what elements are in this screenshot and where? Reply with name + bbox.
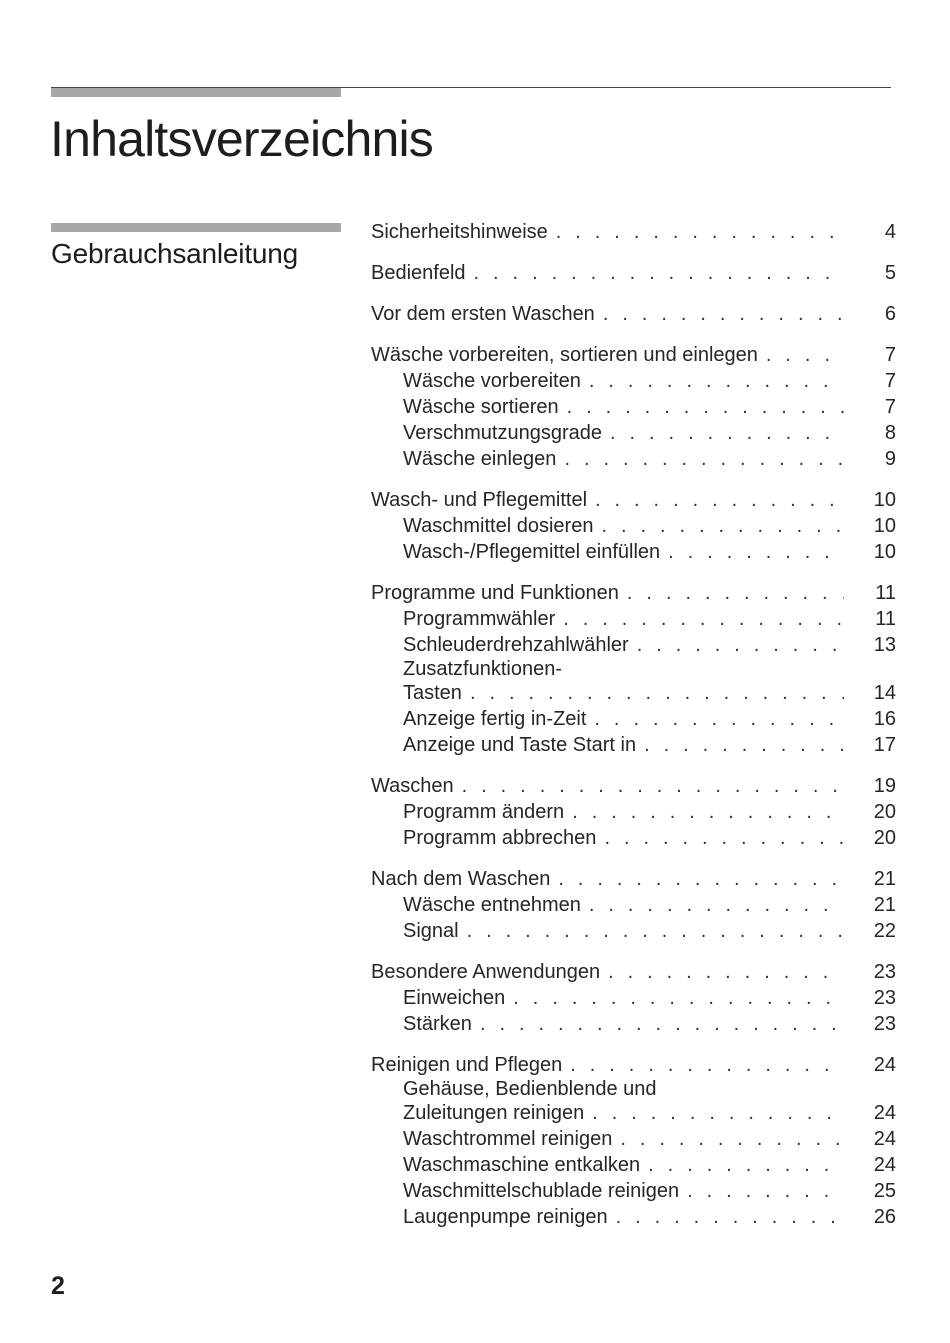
toc-entry-label: Sicherheitshinweise xyxy=(371,221,548,243)
toc-dot-leader xyxy=(637,632,844,658)
toc-page-number: 22 xyxy=(873,920,896,942)
toc-subentry[interactable] xyxy=(371,706,896,732)
toc-dot-leader xyxy=(592,1100,844,1126)
toc-entry-label: Anzeige und Taste Start in xyxy=(403,734,637,756)
toc-page-number: 13 xyxy=(873,634,896,656)
toc-entry-label: Signal xyxy=(403,920,459,942)
toc-entry-label: Waschen xyxy=(371,775,454,797)
toc-chapter-entry[interactable] xyxy=(371,260,896,286)
toc-page-number: 7 xyxy=(884,344,896,366)
toc-group xyxy=(371,1052,896,1230)
toc-subentry[interactable] xyxy=(371,1078,896,1126)
toc-entry-label: Waschmittel dosieren xyxy=(403,515,594,537)
toc-group xyxy=(371,866,896,944)
toc-page-number: 19 xyxy=(873,775,896,797)
toc-entry-label: Verschmutzungsgrade xyxy=(403,422,603,444)
toc-dot-leader xyxy=(513,985,844,1011)
table-of-contents xyxy=(371,219,896,1245)
toc-subentry[interactable] xyxy=(371,1126,896,1152)
toc-dot-leader xyxy=(668,539,844,565)
toc-page-number: 9 xyxy=(884,448,896,470)
toc-dot-leader xyxy=(474,260,844,286)
toc-entry-label: Waschmittelschublade reinigen xyxy=(403,1180,680,1202)
toc-dot-leader xyxy=(595,487,844,513)
toc-page-number: 7 xyxy=(884,396,896,418)
toc-page-number: 20 xyxy=(873,801,896,823)
toc-group xyxy=(371,260,896,286)
page-number: 2 xyxy=(51,1272,65,1300)
toc-entry-label: Wasch-/Pflegemittel einfüllen xyxy=(403,541,661,563)
toc-dot-leader xyxy=(604,825,844,851)
toc-dot-leader xyxy=(563,606,844,632)
toc-dot-leader xyxy=(564,446,844,472)
toc-page-number: 26 xyxy=(873,1206,896,1228)
toc-dot-leader xyxy=(648,1152,844,1178)
toc-chapter-entry[interactable] xyxy=(371,219,896,245)
toc-page-number: 4 xyxy=(884,221,896,243)
toc-page-number: 24 xyxy=(873,1102,896,1124)
toc-dot-leader xyxy=(470,680,844,706)
toc-subentry[interactable] xyxy=(371,799,896,825)
toc-entry-label: Programm abbrechen xyxy=(403,827,597,849)
toc-group xyxy=(371,773,896,851)
toc-dot-leader xyxy=(480,1011,844,1037)
toc-dot-leader xyxy=(558,866,844,892)
toc-subentry[interactable] xyxy=(371,1204,896,1230)
header-accent-bar xyxy=(51,88,341,97)
toc-subentry[interactable] xyxy=(371,632,896,658)
toc-dot-leader xyxy=(570,1052,844,1078)
toc-group xyxy=(371,487,896,565)
toc-page-number: 24 xyxy=(873,1054,896,1076)
toc-entry-label: Wäsche sortieren xyxy=(403,396,559,418)
toc-dot-leader xyxy=(603,301,844,327)
toc-entry-label: Tasten xyxy=(403,682,462,704)
toc-entry-label: Wäsche vorbereiten xyxy=(403,370,581,392)
toc-chapter-entry[interactable] xyxy=(371,487,896,513)
toc-dot-leader xyxy=(620,1126,844,1152)
toc-dot-leader xyxy=(627,580,844,606)
toc-entry-label-line1: Zusatzfunktionen- xyxy=(403,658,562,680)
toc-group xyxy=(371,301,896,327)
toc-entry-label: Einweichen xyxy=(403,987,506,1009)
toc-chapter-entry[interactable] xyxy=(371,1052,896,1078)
section-accent-bar xyxy=(51,223,341,232)
toc-entry-label: Stärken xyxy=(403,1013,472,1035)
toc-group xyxy=(371,342,896,472)
toc-entry-label: Wäsche vorbereiten, sortieren und einlegen xyxy=(371,344,758,366)
toc-entry-label: Bedienfeld xyxy=(371,262,466,284)
toc-subentry[interactable] xyxy=(371,606,896,632)
toc-page-number: 16 xyxy=(873,708,896,730)
toc-page-number: 8 xyxy=(884,422,896,444)
toc-page-number: 10 xyxy=(873,541,896,563)
toc-entry-label: Nach dem Waschen xyxy=(371,868,551,890)
toc-subentry[interactable] xyxy=(371,892,896,918)
toc-entry-label: Wäsche einlegen xyxy=(403,448,557,470)
toc-entry-label: Waschmaschine entkalken xyxy=(403,1154,641,1176)
toc-entry-line2 xyxy=(403,1100,896,1126)
section-title: Gebrauchsanleitung xyxy=(51,238,299,269)
toc-dot-leader xyxy=(687,1178,844,1204)
toc-chapter-entry[interactable] xyxy=(371,773,896,799)
toc-page-number: 21 xyxy=(873,868,896,890)
toc-dot-leader xyxy=(567,394,844,420)
toc-entry-label: Programmwähler xyxy=(403,608,556,630)
toc-dot-leader xyxy=(589,892,844,918)
toc-chapter-entry[interactable] xyxy=(371,580,896,606)
toc-dot-leader xyxy=(610,420,844,446)
toc-chapter-entry[interactable] xyxy=(371,301,896,327)
toc-group xyxy=(371,959,896,1037)
toc-subentry[interactable] xyxy=(371,1152,896,1178)
toc-entry-label: Besondere Anwendungen xyxy=(371,961,601,983)
toc-subentry[interactable] xyxy=(371,658,896,706)
toc-page-number: 23 xyxy=(873,961,896,983)
toc-entry-label: Anzeige fertig in-Zeit xyxy=(403,708,587,730)
toc-subentry[interactable] xyxy=(371,1178,896,1204)
toc-entry-label-line1: Gehäuse, Bedienblende und xyxy=(403,1078,657,1100)
toc-page-number: 10 xyxy=(873,489,896,511)
toc-group xyxy=(371,580,896,758)
toc-dot-leader xyxy=(766,342,844,368)
toc-subentry[interactable] xyxy=(371,368,896,394)
toc-subentry[interactable] xyxy=(371,420,896,446)
toc-page-number: 24 xyxy=(873,1154,896,1176)
toc-page-number: 14 xyxy=(873,682,896,704)
toc-subentry[interactable] xyxy=(371,394,896,420)
toc-page-number: 25 xyxy=(873,1180,896,1202)
toc-dot-leader xyxy=(608,959,844,985)
toc-page-number: 5 xyxy=(884,262,896,284)
toc-dot-leader xyxy=(467,918,844,944)
toc-subentry[interactable] xyxy=(371,918,896,944)
toc-subentry[interactable] xyxy=(371,539,896,565)
toc-dot-leader xyxy=(601,513,844,539)
page-title: Inhaltsverzeichnis xyxy=(50,111,434,167)
toc-entry-label: Waschtrommel reinigen xyxy=(403,1128,613,1150)
toc-page-number: 10 xyxy=(873,515,896,537)
toc-entry-label: Schleuderdrehzahlwähler xyxy=(403,634,629,656)
toc-dot-leader xyxy=(556,219,844,245)
toc-entry-label: Wasch- und Pflegemittel xyxy=(371,489,588,511)
toc-page-number: 23 xyxy=(873,987,896,1009)
toc-page-number: 11 xyxy=(875,582,896,604)
toc-dot-leader xyxy=(644,732,844,758)
toc-entry-label: Programme und Funktionen xyxy=(371,582,619,604)
toc-subentry[interactable] xyxy=(371,732,896,758)
toc-page-number: 11 xyxy=(875,608,896,630)
toc-entry-label: Vor dem ersten Waschen xyxy=(371,303,595,325)
toc-dot-leader xyxy=(589,368,844,394)
toc-chapter-entry[interactable] xyxy=(371,342,896,368)
toc-entry-label: Reinigen und Pflegen xyxy=(371,1054,563,1076)
toc-page-number: 7 xyxy=(884,370,896,392)
toc-subentry[interactable] xyxy=(371,1011,896,1037)
toc-subentry[interactable] xyxy=(371,985,896,1011)
toc-dot-leader xyxy=(594,706,844,732)
toc-dot-leader xyxy=(462,773,844,799)
toc-chapter-entry[interactable] xyxy=(371,959,896,985)
toc-page-number: 21 xyxy=(873,894,896,916)
toc-page-number: 24 xyxy=(873,1128,896,1150)
toc-dot-leader xyxy=(616,1204,844,1230)
toc-entry-label: Programm ändern xyxy=(403,801,565,823)
toc-chapter-entry[interactable] xyxy=(371,866,896,892)
toc-dot-leader xyxy=(572,799,844,825)
toc-subentry[interactable] xyxy=(371,825,896,851)
toc-entry-line2 xyxy=(403,680,896,706)
toc-entry-label: Zuleitungen reinigen xyxy=(403,1102,585,1124)
toc-page-number: 23 xyxy=(873,1013,896,1035)
toc-group xyxy=(371,219,896,245)
toc-page-number: 17 xyxy=(873,734,896,756)
toc-page-number: 6 xyxy=(884,303,896,325)
toc-entry-label: Wäsche entnehmen xyxy=(403,894,581,916)
toc-subentry[interactable] xyxy=(371,513,896,539)
toc-page-number: 20 xyxy=(873,827,896,849)
toc-subentry[interactable] xyxy=(371,446,896,472)
toc-entry-label: Laugenpumpe reinigen xyxy=(403,1206,608,1228)
